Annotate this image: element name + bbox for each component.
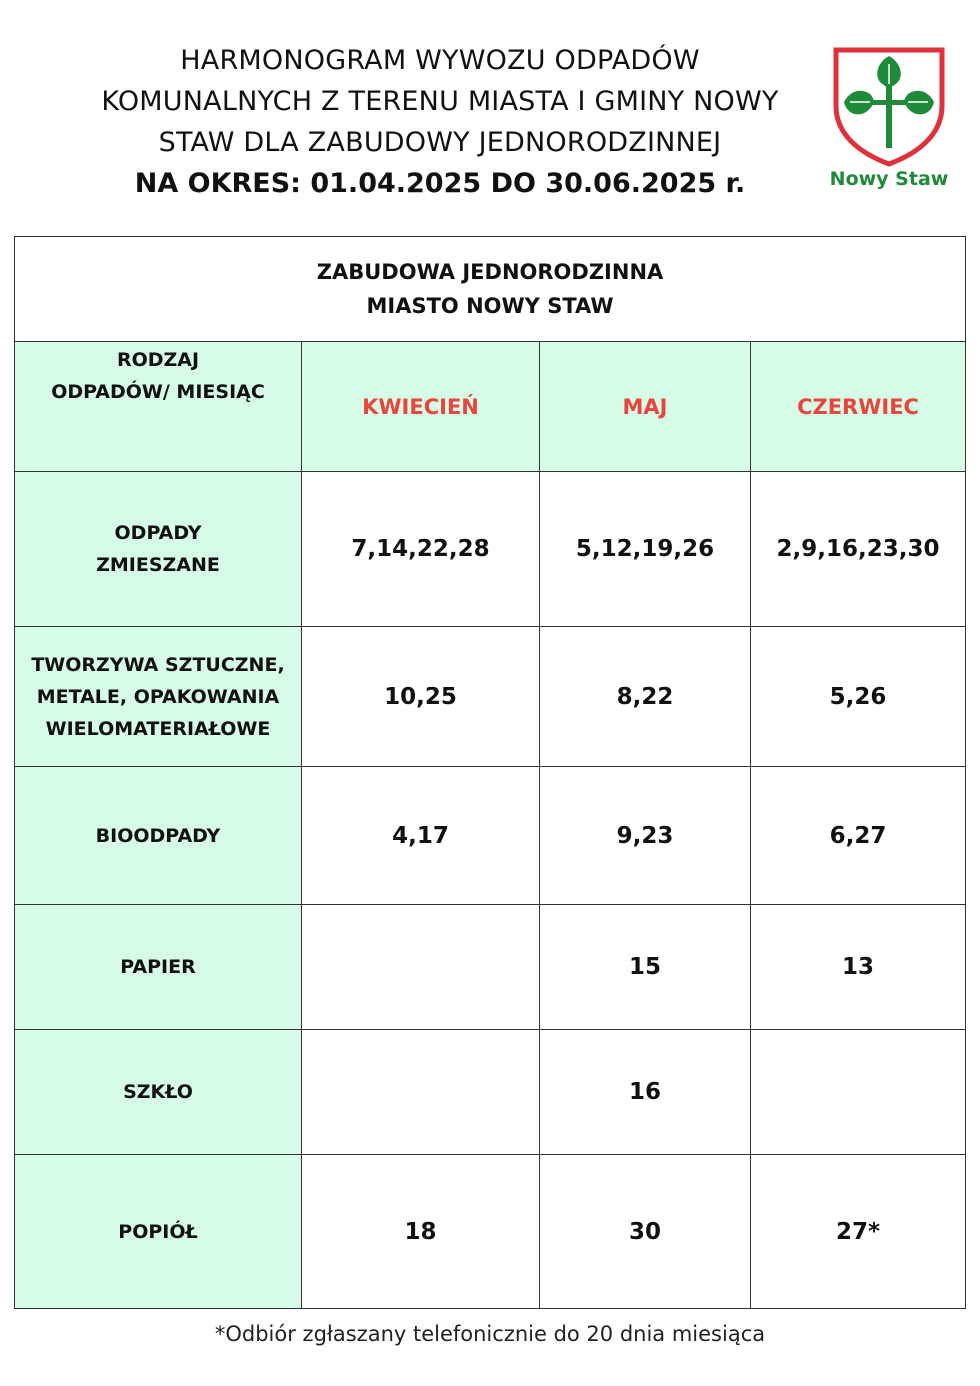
- month-header-june: CZERWIEC: [751, 342, 966, 472]
- dates-cell: 5,26: [751, 627, 966, 767]
- schedule-table: [14, 236, 966, 1309]
- table-row: [15, 905, 966, 1030]
- row-label-line: SZKŁO: [123, 1081, 193, 1103]
- dates-cell: 10,25: [302, 627, 540, 767]
- row-label-line: BIOODPADY: [95, 824, 221, 847]
- row-label-biowaste: [15, 767, 302, 905]
- dates-cell: 2,9,16,23,30: [751, 472, 966, 627]
- row-label-line: ZMIESZANE: [96, 554, 220, 576]
- dates-cell: 16: [540, 1030, 751, 1155]
- dates-cell: 4,17: [302, 767, 540, 905]
- title-line-3: STAW DLA ZABUDOWY JEDNORODZINNEJ: [158, 127, 722, 158]
- month-header-april: KWIECIEŃ: [302, 342, 540, 472]
- dates-cell: [302, 1030, 540, 1155]
- row-label-line: WIELOMATERIAŁOWE: [45, 717, 271, 740]
- section-title-line-1: ZABUDOWA JEDNORODZINNA: [316, 260, 664, 284]
- row-label-line: POPIÓŁ: [118, 1220, 198, 1243]
- table-row: [15, 472, 966, 627]
- dates-cell: 27*: [751, 1155, 966, 1309]
- table-row: [15, 1155, 966, 1309]
- row-label-line: ODPADY: [114, 522, 202, 544]
- title-line-2: KOMUNALNYCH Z TERENU MIASTA I GMINY NOWY: [101, 86, 779, 117]
- dates-cell: 6,27: [751, 767, 966, 905]
- page-header: [60, 40, 820, 204]
- month-header-may: MAJ: [540, 342, 751, 472]
- dates-cell: 5,12,19,26: [540, 472, 751, 627]
- corner-label-line-1: RODZAJ: [116, 349, 200, 371]
- footnote: *Odbiór zgłaszany telefonicznie do 20 dnia miesiąca: [214, 1322, 766, 1346]
- row-label-paper: [15, 905, 302, 1030]
- row-label-line: METALE, OPAKOWANIA: [36, 685, 280, 708]
- row-label-line: TWORZYWA SZTUCZNE,: [31, 653, 285, 676]
- row-label-mixed-waste: [15, 472, 302, 627]
- row-label-plastics-metals: [15, 627, 302, 767]
- title-line-1: HARMONOGRAM WYWOZU ODPADÓW: [180, 45, 700, 76]
- dates-cell: [751, 1030, 966, 1155]
- municipality-logo: [826, 44, 952, 196]
- section-header-cell: [15, 237, 966, 342]
- linden-leaf-cross-shield-icon: [826, 44, 952, 168]
- table-row: [15, 627, 966, 767]
- row-label-glass: [15, 1030, 302, 1155]
- row-label-line: PAPIER: [120, 956, 196, 978]
- logo-text: Nowy Staw: [829, 168, 949, 190]
- dates-cell: 15: [540, 905, 751, 1030]
- dates-cell: [302, 905, 540, 1030]
- dates-cell: 13: [751, 905, 966, 1030]
- dates-cell: 8,22: [540, 627, 751, 767]
- table-row: [15, 1030, 966, 1155]
- dates-cell: 18: [302, 1155, 540, 1309]
- dates-cell: 7,14,22,28: [302, 472, 540, 627]
- table-row: [15, 767, 966, 905]
- row-label-ash: [15, 1155, 302, 1309]
- section-title-line-2: MIASTO NOWY STAW: [366, 294, 614, 318]
- dates-cell: 30: [540, 1155, 751, 1309]
- section-header-row: [15, 237, 966, 342]
- dates-cell: 9,23: [540, 767, 751, 905]
- month-header-row: [15, 342, 966, 472]
- corner-label-line-2: ODPADÓW/ MIESIĄC: [51, 381, 265, 403]
- period-line: NA OKRES: 01.04.2025 DO 30.06.2025 r.: [134, 168, 746, 199]
- corner-label-cell: [15, 342, 302, 472]
